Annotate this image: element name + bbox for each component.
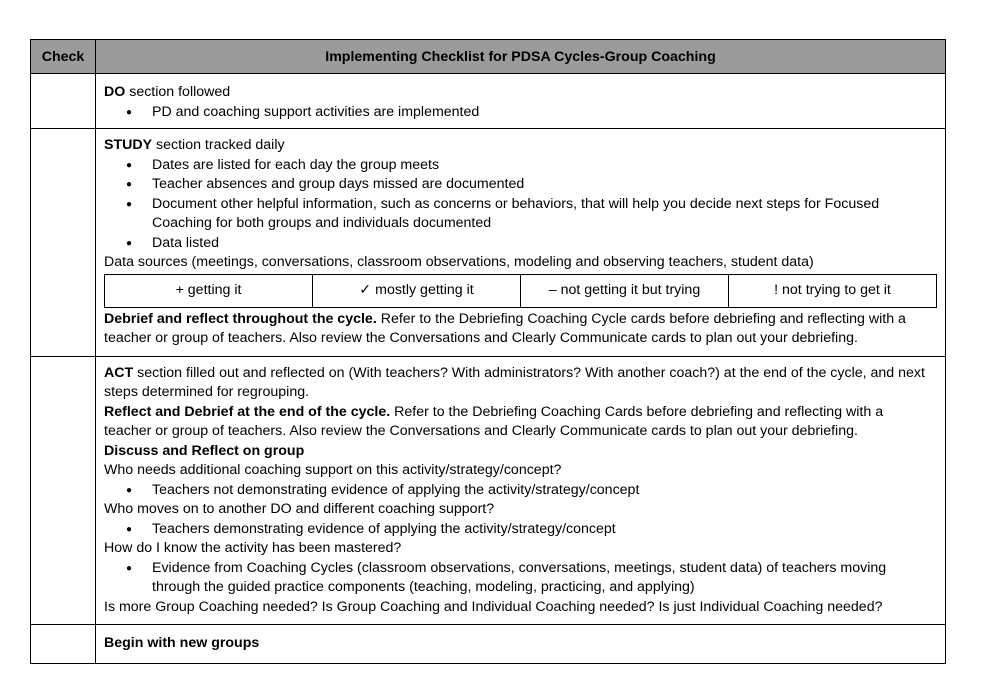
do-rest: section followed <box>125 84 231 100</box>
act-lead: ACT <box>104 364 134 381</box>
do-lead: DO <box>104 84 126 100</box>
rating-scale <box>104 274 937 308</box>
debrief-rest: Refer to the Debriefing Coaching Cycle cards before debriefing and reflecting with a teacher or group of teachers. Also review the Conversations and Clearly Communicate cards to plan out your debriefing. <box>104 310 906 346</box>
act-content <box>96 356 946 625</box>
data-sources: Data sources (meetings, conversations, classroom observations, modeling and observing teachers, student data) <box>104 254 814 270</box>
list-item: ● Teachers not demonstrating evidence of applying the activity/strategy/concept <box>104 481 931 501</box>
study-bullets <box>104 156 945 254</box>
do-check-cell[interactable] <box>31 74 96 129</box>
header-row <box>31 40 946 74</box>
do-heading <box>104 83 937 103</box>
list-item: ● Document other helpful information, such as concerns or behaviors, that will help you decide next steps for Focused Coaching for both groups and individuals documented <box>104 195 915 234</box>
question-2: Who moves on to another DO and different coaching support? <box>104 501 495 517</box>
act-heading <box>104 364 931 403</box>
study-lead: STUDY <box>104 137 153 153</box>
q1-bullets <box>104 481 931 501</box>
checklist-table <box>30 39 946 664</box>
check-column-header: Check <box>31 40 96 74</box>
list-item: ● Teachers demonstrating evidence of applying the activity/strategy/concept <box>104 520 931 540</box>
reflect-rest: Refer to the Debriefing Coaching Cards before debriefing and reflecting with a teacher or group of teachers. Also review the Conversations and Clearly Communicate cards to plan out your debriefing. <box>104 403 884 439</box>
rating-not-trying: ! not trying to get it <box>729 274 937 307</box>
study-check-cell[interactable] <box>31 129 96 357</box>
debrief-bold: Debrief and reflect throughout the cycle. <box>104 310 377 327</box>
begin-label: Begin with new groups <box>104 635 260 651</box>
checklist-title: Implementing Checklist for PDSA Cycles-Group Coaching <box>96 40 946 74</box>
do-content <box>96 74 946 129</box>
act-row <box>31 356 946 625</box>
act-rest: section filled out and reflected on (With teachers? With administrators? With another coach?) at the end of the cycle, and next steps determined for regrouping. <box>104 364 925 400</box>
list-item: ● Dates are listed for each day the group meets <box>104 156 915 176</box>
rating-getting-it: + getting it <box>105 274 313 307</box>
list-item: ● PD and coaching support activities are implemented <box>104 103 937 123</box>
begin-check-cell[interactable] <box>31 625 96 664</box>
do-bullets <box>104 103 937 123</box>
q3-bullets <box>104 559 931 598</box>
study-rest: section tracked daily <box>152 137 285 153</box>
reflect-bold: Reflect and Debrief at the end of the cycle. <box>104 403 391 420</box>
discuss-heading: Discuss and Reflect on group <box>104 442 305 459</box>
begin-row <box>31 625 946 664</box>
study-content <box>96 129 946 357</box>
act-check-cell[interactable] <box>31 356 96 625</box>
list-item: ● Evidence from Coaching Cycles (classroom observations, conversations, meetings, student data) of teachers moving through the guided practice components (teaching, modeling, practicing, and applying) <box>104 559 901 598</box>
begin-content <box>96 625 946 664</box>
question-1: Who needs additional coaching support on this activity/strategy/concept? <box>104 462 562 478</box>
rating-mostly-getting-it: ✓ mostly getting it <box>313 274 521 307</box>
list-item: ● Teacher absences and group days missed are documented <box>104 175 915 195</box>
list-item: ● Data listed <box>104 234 915 254</box>
question-4: Is more Group Coaching needed? Is Group Coaching and Individual Coaching needed? Is just Individual Coaching needed? <box>104 598 883 615</box>
study-debrief <box>104 310 945 349</box>
do-row <box>31 74 946 129</box>
rating-not-getting-it-but-trying: – not getting it but trying <box>521 274 729 307</box>
question-3: How do I know the activity has been mastered? <box>104 540 402 556</box>
act-reflect <box>104 403 931 442</box>
study-heading <box>104 136 945 156</box>
study-row <box>31 129 946 357</box>
q2-bullets <box>104 520 931 540</box>
